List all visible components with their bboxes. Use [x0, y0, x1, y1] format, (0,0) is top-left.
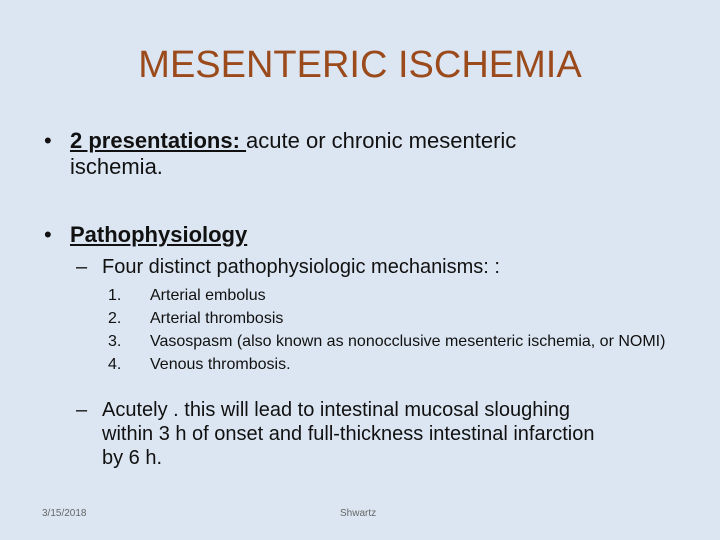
list-item — [108, 330, 688, 353]
bullet-text-continued: ischemia. — [70, 154, 163, 179]
sub-bullet-line: by 6 h. — [102, 447, 163, 469]
list-text: Venous thrombosis. — [150, 356, 291, 373]
sub-bullet-marker: – — [76, 256, 88, 278]
sub-bullet-line: Acutely . this will lead to intestinal mucosal sloughing — [102, 399, 571, 421]
bullet-text: acute or chronic mesenteric — [246, 128, 517, 153]
list-number: 2. — [108, 310, 122, 327]
list-number: 3. — [108, 333, 122, 350]
list-text: Arterial embolus — [150, 287, 266, 304]
bullet-marker: • — [44, 222, 52, 247]
list-item — [108, 353, 688, 376]
list-number: 4. — [108, 356, 122, 373]
slide-title: MESENTERIC ISCHEMIA — [138, 44, 582, 86]
sub-bullet-text: Four distinct pathophysiologic mechanisms: : — [102, 256, 500, 278]
sub-bullet-marker: – — [76, 399, 88, 421]
sub-bullet-line: within 3 h of onset and full-thickness intestinal infarction — [102, 423, 595, 445]
list-number: 1. — [108, 287, 122, 304]
bullet-presentations — [44, 128, 664, 180]
bullet-marker: • — [44, 128, 52, 153]
bullet-bold-label: 2 presentations: — [70, 128, 247, 153]
footer-author: Shwartz — [340, 508, 377, 519]
list-text: Arterial thrombosis — [150, 310, 284, 327]
bullet-pathophysiology — [44, 222, 664, 248]
list-item — [108, 284, 688, 307]
mechanism-list — [108, 284, 688, 376]
list-item — [108, 307, 688, 330]
footer-date: 3/15/2018 — [42, 508, 87, 519]
sub-bullet-mechanisms — [76, 256, 676, 279]
bullet-bold-label: Pathophysiology — [70, 222, 248, 247]
list-text: Vasospasm (also known as nonocclusive mesenteric ischemia, or NOMI) — [150, 333, 666, 350]
sub-bullet-acute — [76, 398, 676, 470]
